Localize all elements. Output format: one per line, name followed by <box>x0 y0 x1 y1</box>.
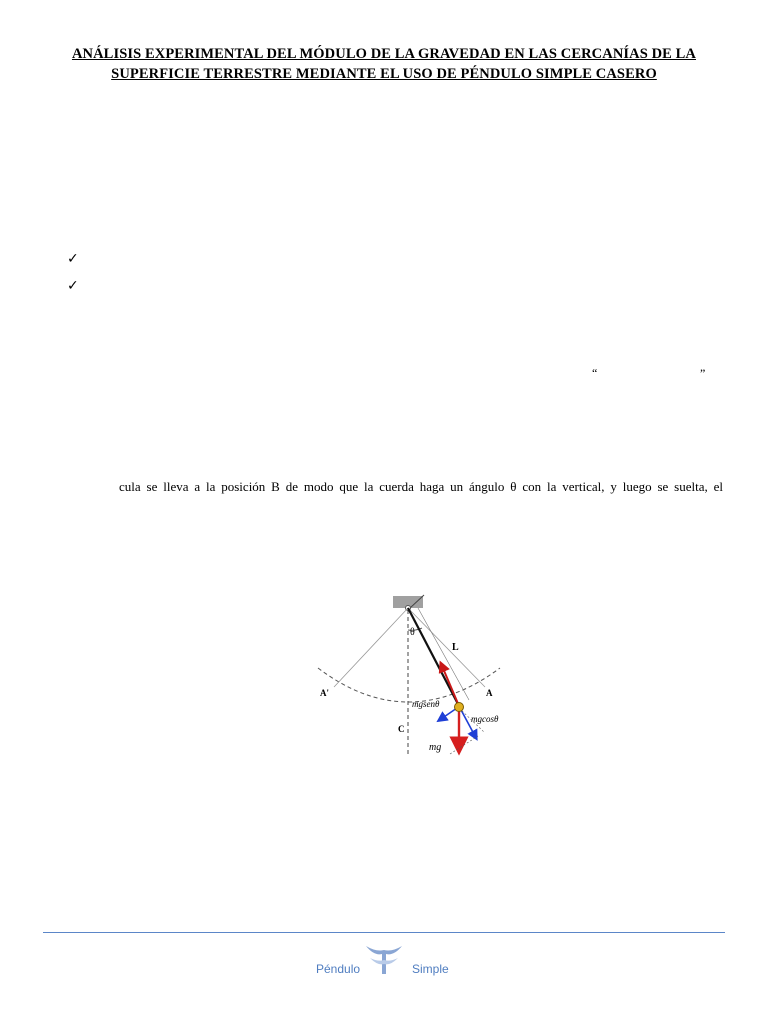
weight-label: mg <box>429 742 442 753</box>
point-c-label: C <box>398 724 405 734</box>
close-quote: ” <box>700 366 706 380</box>
pendulum-string <box>408 608 459 706</box>
checkmark-icon: ✓ <box>67 251 79 267</box>
tangential-force-label: mgsenθ <box>412 699 440 709</box>
tension-arrow <box>442 666 459 706</box>
length-dimension <box>418 608 469 700</box>
pendulum-diagram <box>300 586 520 766</box>
document-title <box>40 44 728 84</box>
point-a-prime-label: A' <box>320 688 329 698</box>
swing-arc <box>318 668 500 702</box>
string-left-extreme <box>334 608 408 687</box>
title-line-1: ANÁLISIS EXPERIMENTAL DEL MÓDULO DE LA GRAVEDAD EN LAS CERCANÍAS DE LA <box>71 46 697 62</box>
guide-line-weight <box>450 736 478 754</box>
point-a-label: A <box>486 688 493 698</box>
pendulum-logo-icon <box>364 942 404 976</box>
footer-left-text: Péndulo <box>316 962 361 976</box>
footer-divider <box>43 932 725 933</box>
open-quote: “ <box>592 366 598 380</box>
theta-label: θ <box>410 627 415 638</box>
body-paragraph-line: cula se lleva a la posición B de modo que la cuerda haga un ángulo θ con la vertical, y luego se suelta, el <box>119 479 723 494</box>
title-line-2: SUPERFICIE TERRESTRE MEDIANTE EL USO DE PÉNDULO SIMPLE CASERO <box>111 66 657 82</box>
footer-right-text: Simple <box>412 962 449 976</box>
length-label: L <box>452 642 459 653</box>
tangential-arrow <box>441 708 457 719</box>
checkmark-icon: ✓ <box>67 278 79 294</box>
pendulum-bob <box>455 703 464 712</box>
radial-force-label: mgcosθ <box>471 714 499 724</box>
